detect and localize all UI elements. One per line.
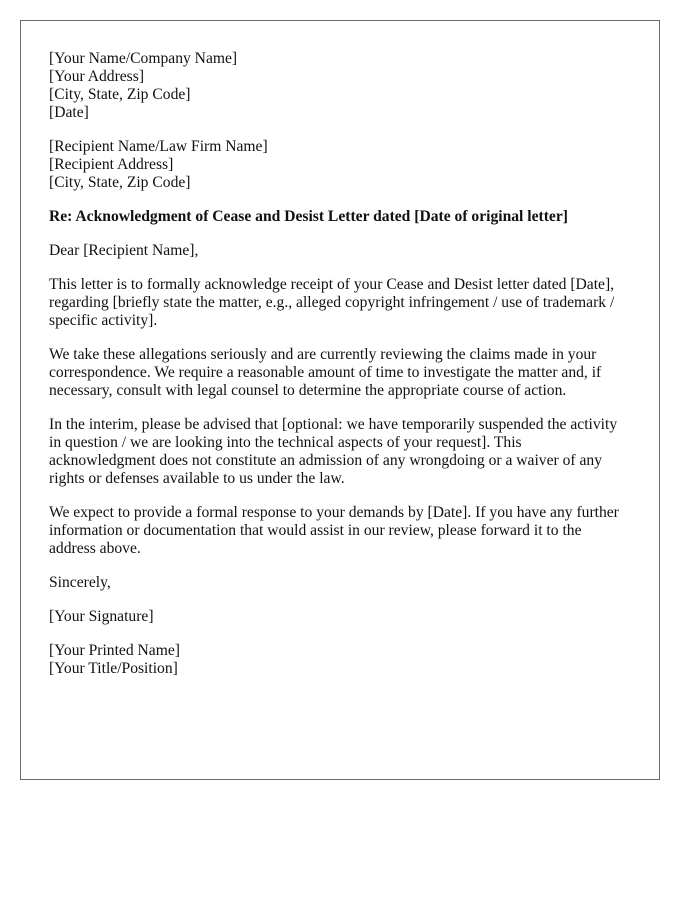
sender-city-state-zip: [City, State, Zip Code]: [49, 86, 191, 103]
letter-date: [Date]: [49, 104, 89, 121]
body-paragraph-2: We take these allegations seriously and are currently reviewing the claims made in your correspondence. We require a reasonable amount of time to investigate the matter and, if necessary, consult with legal counsel to determine the appropriate course of action.: [49, 346, 602, 399]
title-position: [Your Title/Position]: [49, 660, 178, 677]
recipient-city-state-zip: [City, State, Zip Code]: [49, 174, 191, 191]
recipient-address: [Recipient Address]: [49, 156, 174, 173]
body-paragraph-3: In the interim, please be advised that [optional: we have temporarily suspended the activity in question / we are looking into the technical aspects of your request]. This acknowledgment does not constitute an admission of any wrongdoing or a waiver of any rights or defenses available to us under the law.: [49, 416, 618, 487]
body-paragraph-1: This letter is to formally acknowledge receipt of your Cease and Desist letter dated [Date], regarding [briefly state the matter, e.g., alleged copyright infringement / use of trademark / specific activity].: [49, 276, 615, 329]
sender-address: [Your Address]: [49, 68, 145, 85]
signature: [Your Signature]: [49, 608, 154, 625]
body-paragraph-4: We expect to provide a formal response to your demands by [Date]. If you have any further information or documentation that would assist in our review, please forward it to the address above.: [49, 504, 619, 557]
recipient-block: [49, 138, 631, 192]
printed-name: [Your Printed Name]: [49, 642, 180, 659]
recipient-name: [Recipient Name/Law Firm Name]: [49, 138, 268, 155]
salutation: Dear [Recipient Name],: [49, 242, 199, 259]
closing: Sincerely,: [49, 574, 111, 591]
sender-name: [Your Name/Company Name]: [49, 50, 238, 67]
signer-block: [49, 642, 631, 678]
sender-block: [49, 50, 631, 122]
letter-page: [20, 20, 660, 780]
subject-line: Re: Acknowledgment of Cease and Desist Letter dated [Date of original letter]: [49, 208, 568, 225]
